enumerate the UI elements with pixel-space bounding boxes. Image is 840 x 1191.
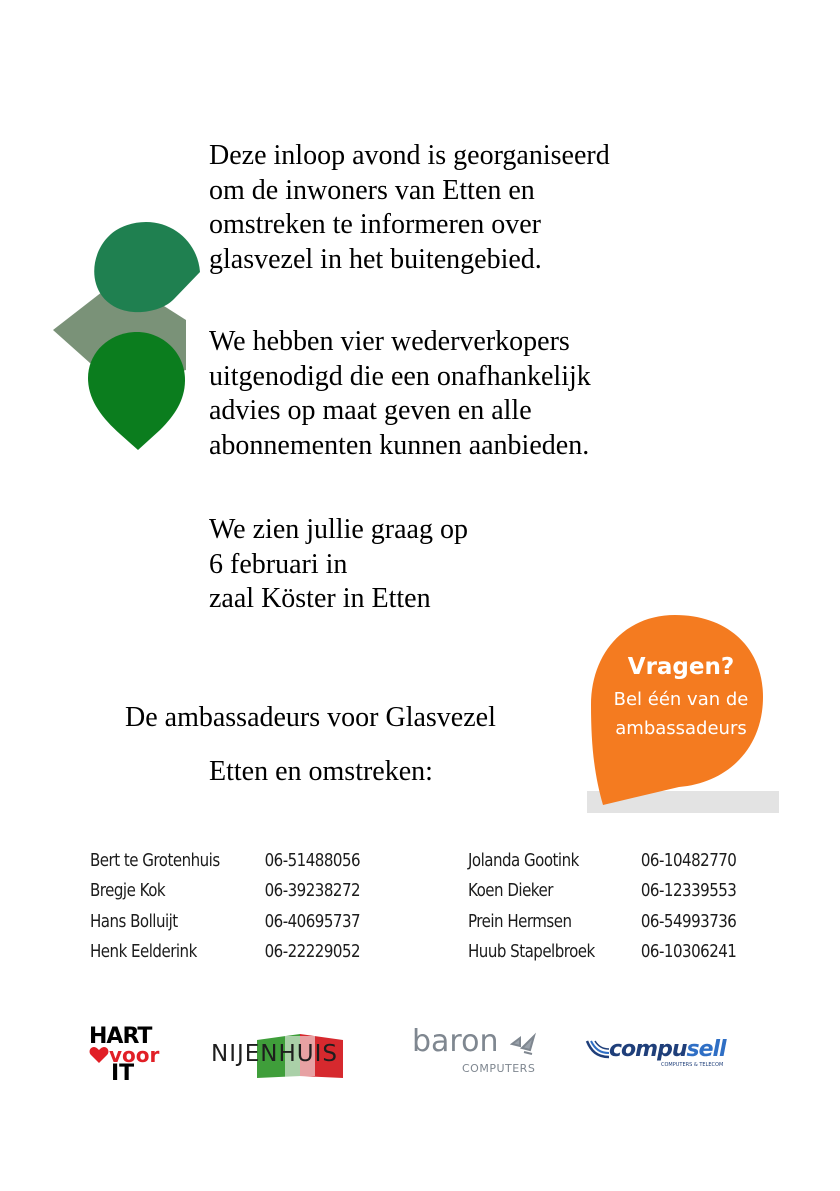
- contact-phone: 06-54993736: [640, 911, 737, 932]
- contact-row: [468, 876, 752, 906]
- intro-line: om de inwoners van Etten en: [209, 174, 535, 206]
- contact-name: Prein Hermsen: [468, 911, 572, 932]
- baron-wing-icon: [510, 1032, 538, 1058]
- contact-phone: 06-39238272: [264, 881, 361, 902]
- compusell-logo-text: [609, 1037, 726, 1062]
- heart-icon: [89, 1047, 109, 1064]
- hart-logo-text: voor: [109, 1043, 160, 1067]
- contact-phone: 06-40695737: [264, 911, 361, 932]
- contacts-left-column: [90, 846, 374, 967]
- intro-line: omstreken te informeren over: [209, 209, 541, 240]
- contact-name: Bert te Grotenhuis: [90, 851, 220, 871]
- resellers-line: advies op maat geven en alle: [209, 395, 532, 426]
- intro-line: glasvezel in het buitengebied.: [209, 243, 542, 275]
- baron-computers-logo: [412, 1024, 550, 1080]
- ambassadors-subheading: Etten en omstreken:: [209, 756, 433, 787]
- contact-name: Jolanda Gootink: [468, 851, 579, 871]
- resellers-paragraph: [209, 325, 591, 463]
- invite-line: zaal Köster in Etten: [209, 583, 431, 614]
- invite-line: We zien jullie graag op: [209, 514, 468, 545]
- contact-phone: 06-10482770: [640, 851, 737, 871]
- resellers-line: We hebben vier wederverkopers: [209, 326, 570, 357]
- contacts-right-column: [468, 846, 752, 967]
- compusell-text-a: compu: [609, 1037, 687, 1062]
- intro-paragraph: [209, 139, 610, 277]
- compusell-text-b: sell: [686, 1037, 726, 1062]
- bright-green-pin-shape: [88, 332, 185, 450]
- ambassadors-heading: De ambassadeurs voor Glasvezel: [125, 702, 496, 733]
- dark-green-pin-shape: [94, 222, 200, 312]
- nijenhuis-logo: [211, 1032, 369, 1080]
- hart-logo-text: HART: [89, 1024, 152, 1049]
- resellers-line: uitgenodigd die een onafhankelijk: [209, 360, 591, 392]
- bubble-shape: [591, 615, 763, 805]
- intro-line: Deze inloop avond is georganiseerd: [209, 140, 610, 171]
- bubble-line: ambassadeurs: [615, 718, 747, 739]
- contact-row: [468, 907, 752, 937]
- hart-logo-text: IT: [111, 1061, 135, 1086]
- contact-row: [468, 846, 752, 876]
- contact-name: Hans Bolluijt: [90, 911, 178, 932]
- contact-row: [468, 937, 752, 967]
- contact-name: Huub Stapelbroek: [468, 941, 595, 962]
- contact-name: Henk Eelderink: [90, 941, 197, 962]
- baron-logo-text: baron: [412, 1024, 499, 1059]
- contact-row: [90, 876, 374, 906]
- hart-voor-it-logo: [89, 1026, 165, 1086]
- compusell-logo-sub: COMPUTERS & TELECOM: [661, 1062, 724, 1068]
- contact-phone: 06-22229052: [264, 941, 361, 962]
- bubble-title: Vragen?: [627, 654, 735, 680]
- nijenhuis-logo-text: NIJENHUIS: [211, 1041, 339, 1067]
- contact-phone: 06-10306241: [640, 941, 737, 962]
- resellers-line: abonnementen kunnen aanbieden.: [209, 429, 590, 461]
- compusell-swoosh-icon: [585, 1039, 611, 1061]
- green-pin-graphic: [50, 220, 210, 455]
- contact-phone: 06-51488056: [264, 851, 361, 871]
- invite-line: 6 februari in: [209, 548, 348, 580]
- invite-paragraph: [209, 513, 468, 617]
- contact-row: [90, 907, 374, 937]
- questions-bubble: [587, 609, 779, 815]
- contact-name: Koen Dieker: [468, 881, 553, 902]
- contact-row: [90, 937, 374, 967]
- bubble-line: Bel één van de: [613, 689, 749, 710]
- baron-logo-sub: COMPUTERS: [462, 1062, 536, 1075]
- contact-name: Bregje Kok: [90, 881, 166, 902]
- contact-phone: 06-12339553: [640, 881, 737, 902]
- compusell-logo: [585, 1037, 735, 1073]
- contact-row: [90, 846, 374, 876]
